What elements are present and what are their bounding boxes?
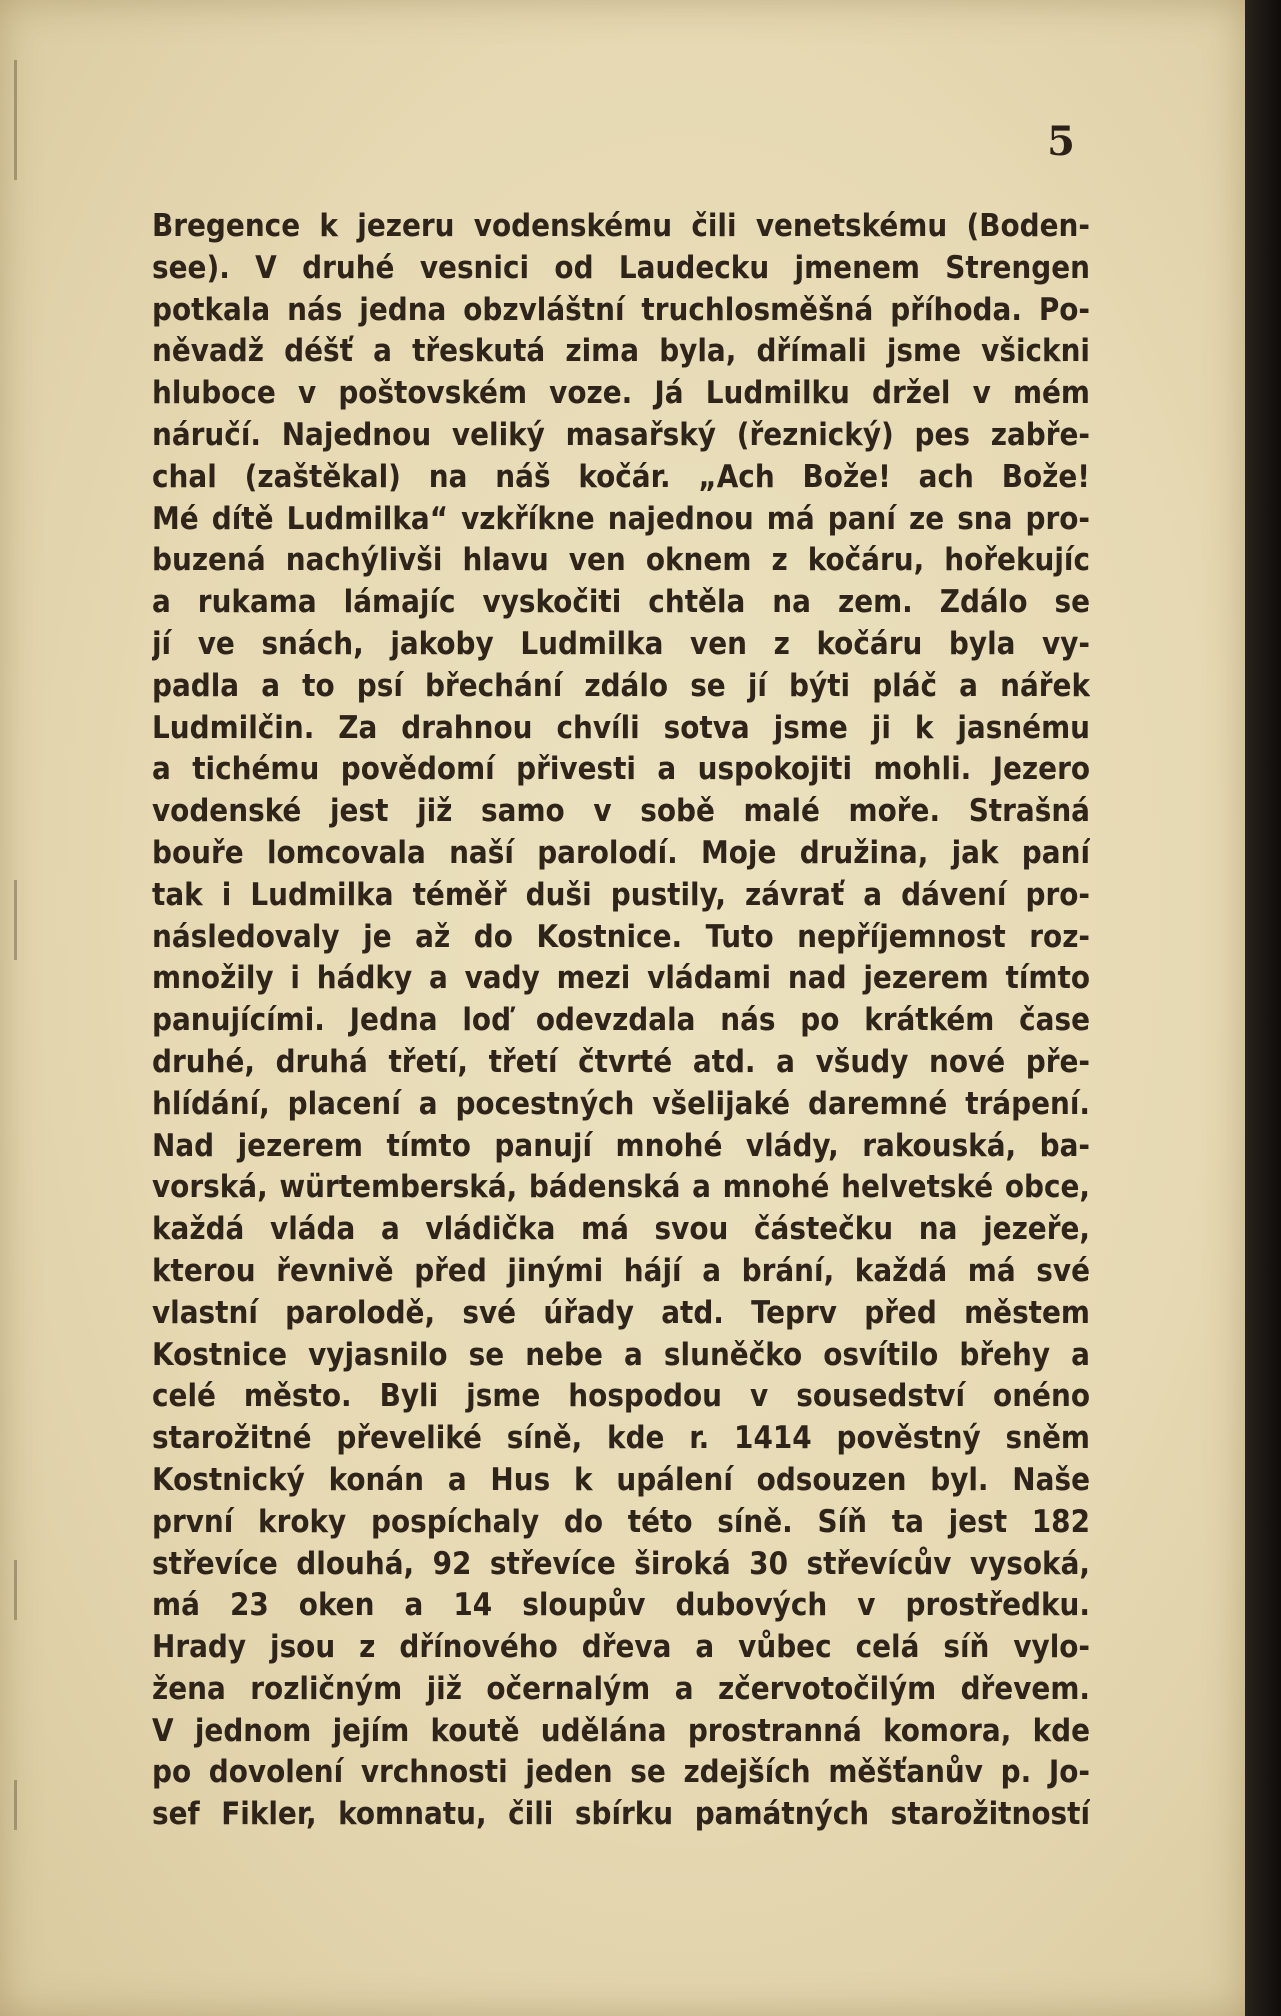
text-line: a tichému povědomí přivesti a uspokojiti mohli. Jezero [152, 751, 1090, 788]
text-line: Hrady jsou z dřínového dřeva a vůbec celá síň vylo- [152, 1629, 1090, 1666]
binding-mark [14, 880, 17, 960]
text-line: kterou řevnivě před jinými hájí a brání, každá má své [152, 1252, 1090, 1289]
text-line: Nad jezerem tímto panují mnohé vlády, rakouská, ba- [152, 1127, 1090, 1164]
text-line: see). V druhé vesnici od Laudecku jmenem Strengen [152, 249, 1090, 286]
text-line: padla a to psí břechání zdálo se jí býti pláč a nářek [152, 667, 1090, 704]
text-line: vorská, würtemberská, bádenská a mnohé helvetské obce, [152, 1169, 1090, 1206]
text-line: sef Fikler, komnatu, čili sbírku památných starožitností [152, 1796, 1090, 1833]
page-number: 5 [1047, 118, 1075, 165]
text-line: Kostnice vyjasnilo se nebe a sluněčko osvítilo břehy a [152, 1336, 1090, 1373]
text-line: Ludmilčin. Za drahnou chvíli sotva jsme ji k jasnému [152, 709, 1090, 746]
text-line: V jednom jejím koutě udělána prostranná komora, kde [152, 1712, 1090, 1749]
text-line: následovaly je až do Kostnice. Tuto nepříjemnost roz- [152, 918, 1090, 955]
text-line: Bregence k jezeru vodenskému čili venetskému (Boden- [152, 208, 1090, 244]
text-line: a rukama lámajíc vyskočiti chtěla na zem. Zdálo se [152, 584, 1090, 621]
text-line: něvadž déšť a třeskutá zima byla, dřímali jsme všickni [152, 333, 1090, 370]
text-line: Kostnický konán a Hus k upálení odsouzen byl. Naše [152, 1461, 1090, 1498]
text-line: vodenské jest již samo v sobě malé moře. Strašná [152, 793, 1090, 830]
binding-mark [14, 60, 17, 180]
text-line: náručí. Najednou veliký masařský (řeznický) pes zabře- [152, 416, 1090, 453]
binding-mark [14, 1780, 17, 1830]
text-line: chal (zaštěkal) na náš kočár. „Ach Bože! ach Bože! [152, 458, 1090, 495]
text-line: po dovolení vrchnosti jeden se zdejších měšťanův p. Jo- [152, 1754, 1090, 1791]
text-line: první kroky pospíchaly do této síně. Síň ta jest 182 [152, 1503, 1090, 1540]
text-line: hluboce v poštovském voze. Já Ludmilku držel v mém [152, 375, 1090, 412]
text-line: střevíce dlouhá, 92 střevíce široká 30 střevícův vysoká, [152, 1545, 1090, 1582]
text-line: potkala nás jedna obzvláštní truchlosměšná příhoda. Po- [152, 291, 1090, 328]
text-line: Mé dítě Ludmilka“ vzkříkne najednou má paní ze sna pro- [152, 500, 1090, 537]
body-text [152, 206, 1090, 1836]
book-edge [1245, 0, 1281, 2016]
text-line: množily i hádky a vady mezi vládami nad jezerem tímto [152, 960, 1090, 997]
text-line: starožitné převeliké síně, kde r. 1414 pověstný sněm [152, 1420, 1090, 1457]
text-line: každá vláda a vládička má svou částečku na jezeře, [152, 1211, 1090, 1248]
text-line: bouře lomcovala naší parolodí. Moje družina, jak paní [152, 834, 1090, 871]
text-line: žena rozličným již očernalým a zčervotočilým dřevem. [152, 1670, 1090, 1707]
text-line: vlastní parolodě, své úřady atd. Teprv před městem [152, 1294, 1090, 1331]
text-line: jí ve snách, jakoby Ludmilka ven z kočáru byla vy- [152, 625, 1090, 662]
binding-mark [14, 1560, 17, 1620]
text-line: tak i Ludmilka téměř duši pustily, závrať a dávení pro- [152, 876, 1090, 913]
text-line: druhé, druhá třetí, třetí čtvrté atd. a všudy nové pře- [152, 1043, 1090, 1080]
text-line: buzená nachýlivši hlavu ven oknem z kočáru, hořekujíc [152, 542, 1090, 579]
text-line: má 23 oken a 14 sloupův dubových v prostředku. [152, 1587, 1090, 1624]
text-line: celé město. Byli jsme hospodou v sousedství onéno [152, 1378, 1090, 1415]
text-line: hlídání, placení a pocestných všelijaké daremné trápení. [152, 1085, 1090, 1122]
text-line: panujícími. Jedna loď odevzdala nás po krátkém čase [152, 1002, 1090, 1039]
